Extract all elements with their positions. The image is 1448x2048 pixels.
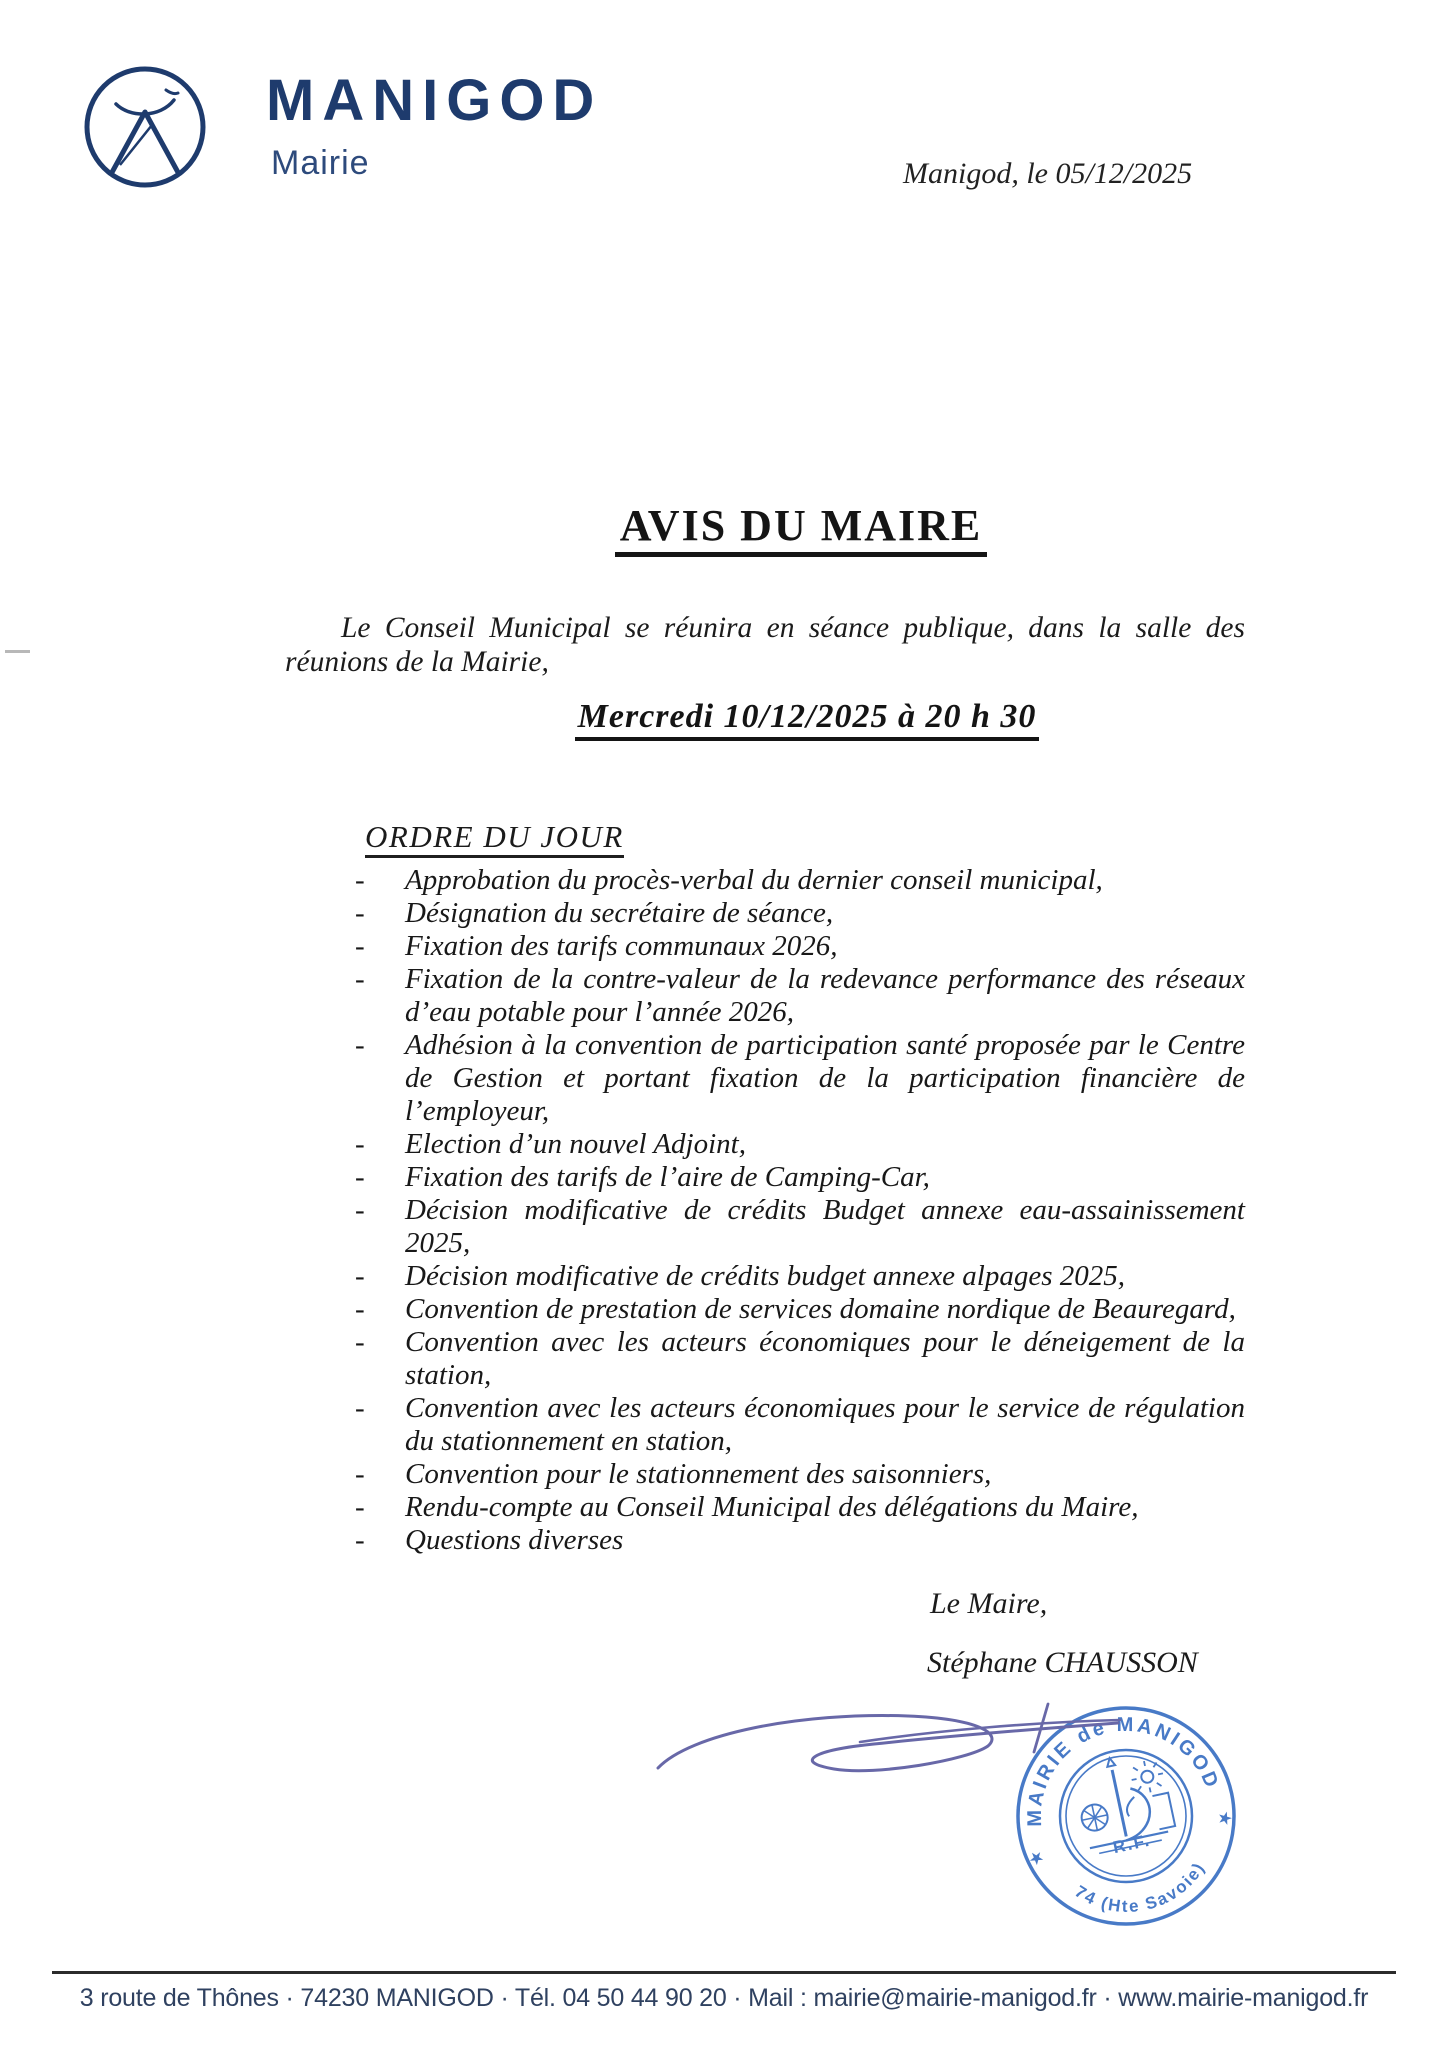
- document-title: AVIS DU MAIRE: [615, 503, 988, 557]
- fold-mark: [5, 650, 30, 653]
- agenda-item-marker: -: [355, 930, 365, 962]
- signoff-name: Stéphane CHAUSSON: [927, 1646, 1198, 1679]
- agenda-item-marker: -: [355, 1491, 365, 1523]
- agenda-item: [285, 1458, 1245, 1491]
- agenda-item-marker: -: [355, 1260, 365, 1292]
- meeting-datetime: Mercredi 10/12/2025 à 20 h 30: [575, 698, 1040, 741]
- agenda-item-text: Convention de prestation de services domaine nordique de Beauregard,: [405, 1293, 1236, 1325]
- stamp-arc-bottom-text: 74 (Hte Savoie): [1071, 1858, 1210, 1917]
- agenda-item-text: Fixation de la contre-valeur de la redevance performance des réseaux d’eau potable pour l’année 2026,: [405, 963, 1245, 1028]
- stamp-arc-top-text: MAIRIE de MANIGOD: [1023, 1713, 1224, 1827]
- agenda-item: [285, 1491, 1245, 1524]
- title-row: [285, 503, 1245, 557]
- manigod-mountain-logo-icon: [80, 62, 210, 192]
- agenda-item-marker: -: [355, 1392, 365, 1424]
- agenda-item-marker: -: [355, 1293, 365, 1325]
- agenda-item: [285, 1326, 1245, 1392]
- mayor-signature: [650, 1690, 1130, 1825]
- agenda-item: [285, 1260, 1245, 1293]
- stamp-star-left-icon: ★: [1026, 1847, 1048, 1870]
- logo-subtitle: Mairie: [271, 144, 370, 182]
- footer-divider: [52, 1971, 1396, 1974]
- agenda-item: [285, 1128, 1245, 1161]
- agenda-list: [285, 864, 1245, 1557]
- dateline: Manigod, le 05/12/2025: [903, 157, 1193, 190]
- agenda-item-marker: -: [355, 1029, 365, 1061]
- agenda-item: [285, 1293, 1245, 1326]
- intro-paragraph: Le Conseil Municipal se réunira en séance publique, dans la salle des réunions de la Mairie,: [285, 611, 1245, 678]
- agenda-item-marker: -: [355, 864, 365, 896]
- agenda-item-marker: -: [355, 897, 365, 929]
- agenda-item-text: Fixation des tarifs communaux 2026,: [405, 930, 838, 962]
- signoff-role: Le Maire,: [930, 1587, 1048, 1620]
- agenda-item-marker: -: [355, 1194, 365, 1226]
- logo-wordmark: MANIGOD: [266, 68, 603, 133]
- agenda-item-text: Convention avec les acteurs économiques pour le service de régulation du stationnement en station,: [405, 1392, 1245, 1457]
- agenda-item-text: Convention avec les acteurs économiques pour le déneigement de la station,: [405, 1326, 1245, 1391]
- agenda-item: [285, 1524, 1245, 1557]
- agenda-heading: ORDRE DU JOUR: [365, 819, 624, 858]
- meeting-row: [285, 698, 1245, 741]
- agenda-item-text: Décision modificative de crédits budget annexe alpages 2025,: [405, 1260, 1125, 1292]
- agenda-item: [285, 930, 1245, 963]
- agenda-item-text: Fixation des tarifs de l’aire de Camping-Car,: [405, 1161, 930, 1193]
- agenda-item: [285, 897, 1245, 930]
- agenda-item-text: Désignation du secrétaire de séance,: [405, 897, 834, 929]
- agenda-item: [285, 1194, 1245, 1260]
- footer-contact: 3 route de Thônes · 74230 MANIGOD · Tél. 04 50 44 90 20 · Mail : mairie@mairie-manigod.fr · www.mairie-manigod.fr: [79, 1984, 1369, 2012]
- agenda-item-marker: -: [355, 1524, 365, 1556]
- agenda-item: [285, 864, 1245, 897]
- agenda-heading-row: [365, 820, 624, 854]
- agenda-item-marker: -: [355, 963, 365, 995]
- agenda-item-marker: -: [355, 1458, 365, 1490]
- agenda-item: [285, 1161, 1245, 1194]
- agenda-item: [285, 963, 1245, 1029]
- agenda-item-text: Convention pour le stationnement des saisonniers,: [405, 1458, 992, 1490]
- stamp-rf-text: R.F.: [1111, 1830, 1153, 1858]
- agenda-item: [285, 1029, 1245, 1128]
- agenda-item-marker: -: [355, 1326, 365, 1358]
- agenda-item-text: Rendu-compte au Conseil Municipal des délégations du Maire,: [405, 1491, 1139, 1523]
- agenda-item-text: Adhésion à la convention de participation santé proposée par le Centre de Gestion et portant fixation de la participation financière de l’employeur,: [405, 1029, 1245, 1127]
- agenda-item-marker: -: [355, 1128, 365, 1160]
- agenda-item-text: Questions diverses: [405, 1524, 624, 1556]
- agenda-item-text: Election d’un nouvel Adjoint,: [405, 1128, 746, 1160]
- agenda-item-text: Décision modificative de crédits Budget annexe eau-assainissement 2025,: [405, 1194, 1245, 1259]
- stamp-star-right-icon: ★: [1215, 1808, 1234, 1829]
- agenda-item-marker: -: [355, 1161, 365, 1193]
- agenda-item-text: Approbation du procès-verbal du dernier conseil municipal,: [405, 864, 1103, 896]
- agenda-item: [285, 1392, 1245, 1458]
